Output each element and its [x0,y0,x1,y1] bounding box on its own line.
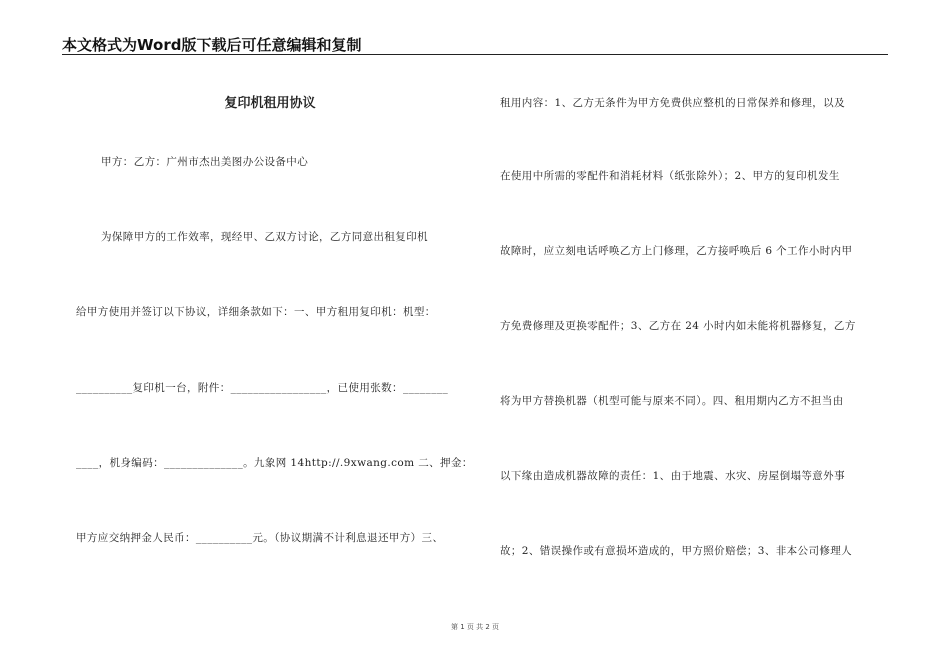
body-line: __________复印机一台，附件：_________________，已使用张数：________ [76,382,449,394]
body-line: 故障时，应立刻电话呼唤乙方上门修理，乙方接呼唤后 6 个工作小时内甲 [500,245,853,257]
body-line: 将为甲方替换机器（机型可能与原来不同）。四、租用期内乙方不担当由 [500,395,844,407]
body-line: 租用内容：1、乙方无条件为甲方免费供应整机的日常保养和修理，以及 [500,97,845,109]
body-line: ____，机身编码：______________。九象网 14http://.9xwang.com 二、押金： [76,457,473,469]
header-text: 本文格式为Word版下载后可任意编辑和复制 [62,36,362,54]
body-line: 以下缘由造成机器故障的责任：1、由于地震、水灾、房屋倒塌等意外事 [500,470,845,482]
body-line: 在使用中所需的零配件和消耗材料（纸张除外）；2、甲方的复印机发生 [500,170,840,182]
body-line: 甲方应交纳押金人民币：__________元。（协议期满不计利息退还甲方）三、 [76,532,444,544]
page-footer: 第 1 页 共 2 页 [450,623,500,631]
party-line: 甲方：乙方：广州市杰出美图办公设备中心 [101,156,309,168]
body-line: 故；2、错误操作或有意损坏造成的，甲方照价赔偿；3、非本公司修理人 [500,545,853,557]
body-line: 为保障甲方的工作效率，现经甲、乙双方讨论，乙方同意出租复印机 [101,231,428,243]
page-header [62,30,888,55]
body-line: 给甲方使用并签订以下协议，详细条款如下：一、甲方租用复印机：机型： [76,306,436,318]
document-title: 复印机租用协议 [224,96,316,111]
body-line: 方免费修理及更换零配件；3、乙方在 24 小时内如未能将机器修复，乙方 [500,320,856,332]
